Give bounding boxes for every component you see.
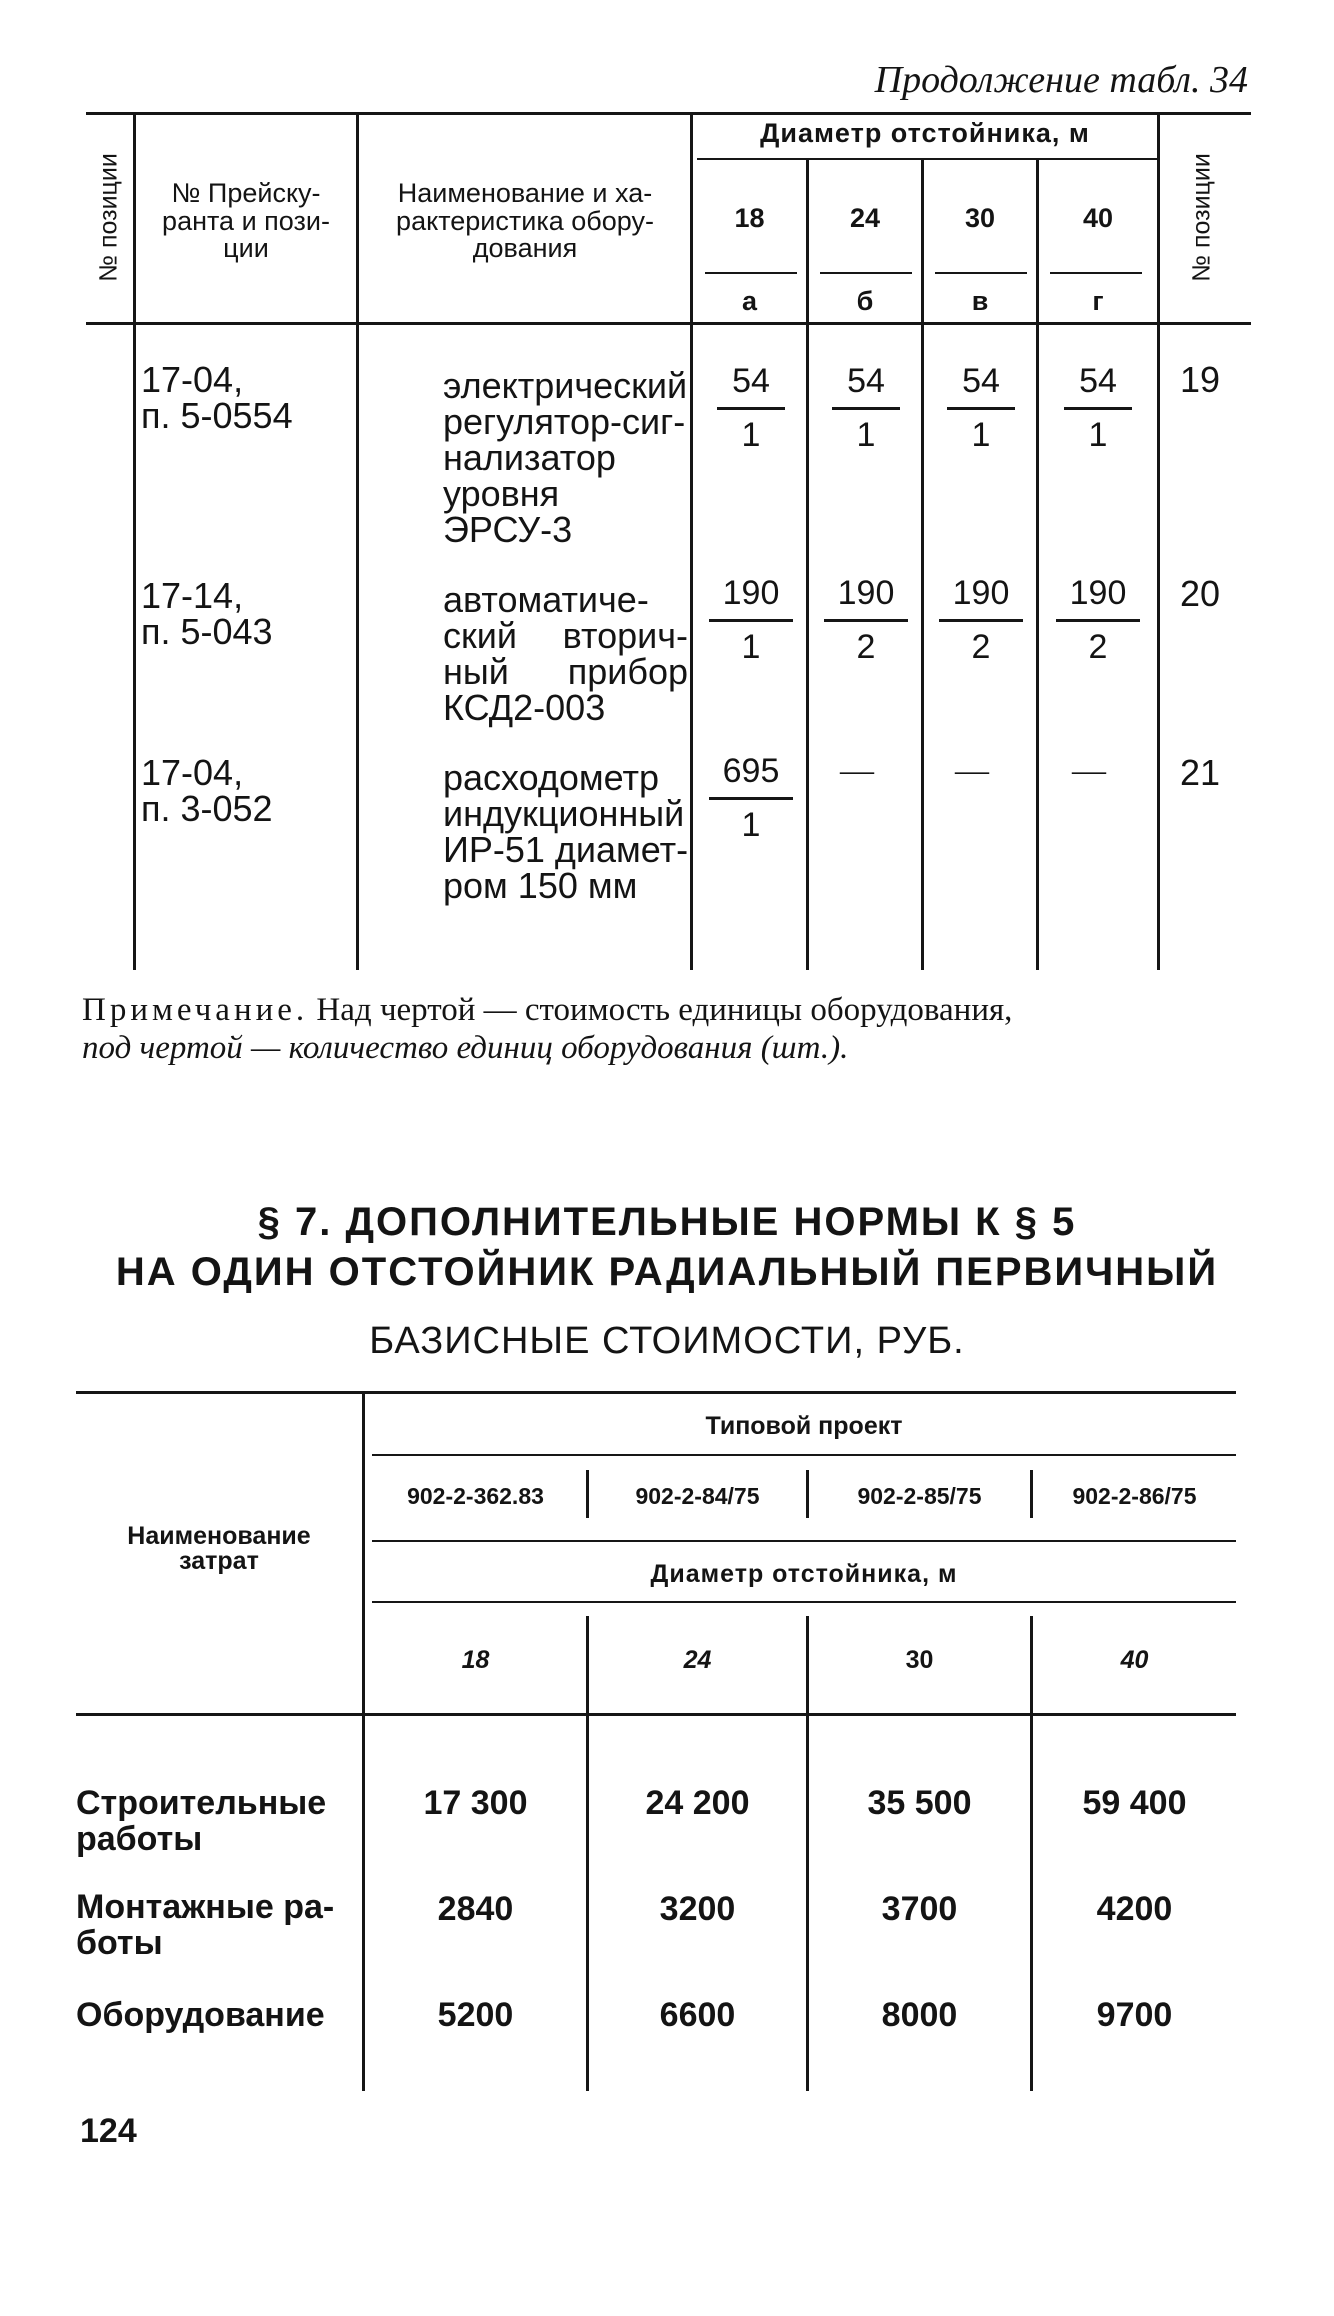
- row-installation-value: 2840: [437, 1890, 514, 1928]
- row-installation-label: Монтажные ра- боты: [76, 1888, 335, 1962]
- note-text-2: под чертой — количество единиц оборудования (шт.).: [82, 1029, 849, 1066]
- table2-diameter-30: 30: [905, 1646, 934, 1674]
- letter-v: в: [971, 286, 989, 316]
- row3-pricelist: 17-04, п. 3-052: [141, 752, 273, 829]
- row-construction-value: 35 500: [867, 1784, 972, 1822]
- table1-col-rule: [356, 112, 359, 970]
- row2-equipment-name: автоматиче- ский вторич- ный прибор КСД2-003: [443, 579, 688, 728]
- table2-top-rule: [76, 1391, 1236, 1394]
- row1-value-v: $\frac{54}{1}$: [947, 362, 1015, 455]
- table1-letter-rule: [705, 272, 797, 274]
- row-equipment-value: 5200: [437, 1996, 514, 2034]
- table1-col-rule: [133, 112, 136, 970]
- letter-b: б: [856, 286, 874, 316]
- row3-value-a: $\frac{695}{1}$: [709, 752, 793, 845]
- row1-value-a: $\frac{54}{1}$: [717, 362, 785, 455]
- section-subtitle: БАЗИСНЫЕ СТОИМОСТИ, РУБ.: [369, 1320, 965, 1362]
- table2-header-rule: [76, 1713, 1236, 1716]
- table2-projects-rule: [372, 1540, 1236, 1542]
- table2-diameter-40: 40: [1120, 1646, 1149, 1674]
- project-header: Типовой проект: [705, 1412, 903, 1440]
- letter-g: г: [1092, 286, 1104, 316]
- table1-col-rule: [690, 112, 693, 970]
- diameter-24: 24: [849, 203, 881, 233]
- table1-col-rule: [921, 160, 924, 970]
- row3-value-b-dash: —: [840, 752, 874, 789]
- diameter-40: 40: [1082, 203, 1114, 233]
- table2-project-rule: [372, 1454, 1236, 1456]
- position-right-header: № позиции: [1187, 153, 1216, 282]
- table2-diameter-header: Диаметр отстойника, м: [650, 1560, 958, 1588]
- table2-diameter-24: 24: [683, 1646, 712, 1674]
- note-text-1: Над чертой — стоимость единицы оборудования,: [308, 992, 1013, 1028]
- note-label: Примечание.: [82, 992, 309, 1028]
- row2-position: 20: [1180, 573, 1221, 614]
- project-2: 902-2-84/75: [635, 1483, 760, 1509]
- equipment-name-header: Наименование и ха- рактеристика обору- дования: [396, 178, 654, 264]
- diameter-18: 18: [734, 203, 765, 233]
- row-construction-value: 24 200: [645, 1784, 750, 1822]
- table2-diameter-rule: [372, 1601, 1236, 1603]
- row3-value-v-dash: —: [955, 752, 989, 789]
- row-construction-value: 17 300: [423, 1784, 528, 1822]
- section-title-line1: § 7. ДОПОЛНИТЕЛЬНЫЕ НОРМЫ К § 5: [257, 1200, 1077, 1244]
- row1-value-g: $\frac{54}{1}$: [1064, 362, 1132, 455]
- row2-value-b: $\frac{190}{2}$: [824, 574, 908, 667]
- row-construction-label: Строительные работы: [76, 1784, 327, 1858]
- table1-col-rule: [1157, 112, 1160, 970]
- row2-value-g: $\frac{190}{2}$: [1056, 574, 1140, 667]
- row-equipment-value: 8000: [881, 1996, 958, 2034]
- page-number: 124: [80, 2112, 137, 2150]
- row2-pricelist: 17-14, п. 5-043: [141, 575, 273, 652]
- row1-equipment-name: электрический регулятор-сиг- нализатор уровня ЭРСУ-3: [443, 365, 688, 550]
- table1-col-rule: [1036, 160, 1039, 970]
- row1-pricelist: 17-04, п. 5-0554: [141, 359, 293, 436]
- row2-value-v: $\frac{190}{2}$: [939, 574, 1023, 667]
- table1-col-rule: [806, 160, 809, 970]
- diameter-header: Диаметр отстойника, м: [760, 118, 1090, 148]
- table-note: [82, 992, 1272, 1067]
- position-left-header: № позиции: [94, 153, 123, 282]
- section-title-line2: НА ОДИН ОТСТОЙНИК РАДИАЛЬНЫЙ ПЕРВИЧНЫЙ: [115, 1250, 1219, 1294]
- row-installation-value: 3700: [881, 1890, 958, 1928]
- letter-a: а: [741, 286, 758, 316]
- row-installation-value: 4200: [1096, 1890, 1173, 1928]
- row3-value-g-dash: —: [1072, 752, 1106, 789]
- project-1: 902-2-362.83: [407, 1483, 544, 1509]
- row-equipment-value: 6600: [659, 1996, 736, 2034]
- row1-position: 19: [1180, 359, 1221, 400]
- cost-name-header: Наименование затрат: [127, 1522, 311, 1575]
- row-installation-value: 3200: [659, 1890, 736, 1928]
- row-construction-value: 59 400: [1082, 1784, 1187, 1822]
- table1-header-rule: [86, 322, 1251, 325]
- pricelist-header: № Прейску- ранта и пози- ции: [162, 178, 330, 264]
- diameter-30: 30: [964, 203, 996, 233]
- table2-diameter-18: 18: [461, 1646, 490, 1674]
- continuation-caption: Продолжение табл. 34: [874, 59, 1248, 101]
- table1-letter-rule: [1050, 272, 1142, 274]
- row-equipment-label: Оборудование: [76, 1996, 325, 2034]
- table1-letter-rule: [820, 272, 912, 274]
- row-equipment-value: 9700: [1096, 1996, 1173, 2034]
- table1-letter-rule: [935, 272, 1027, 274]
- row2-value-a: $\frac{190}{1}$: [709, 574, 793, 667]
- table1-diameter-rule: [697, 158, 1157, 160]
- row1-value-b: $\frac{54}{1}$: [832, 362, 900, 455]
- row3-equipment-name: расходометр индукционный ИР-51 диамет- ром 150 мм: [443, 757, 689, 906]
- table1-top-rule: [86, 112, 1251, 115]
- project-4: 902-2-86/75: [1072, 1483, 1197, 1509]
- project-3: 902-2-85/75: [857, 1483, 982, 1509]
- row3-position: 21: [1180, 752, 1221, 793]
